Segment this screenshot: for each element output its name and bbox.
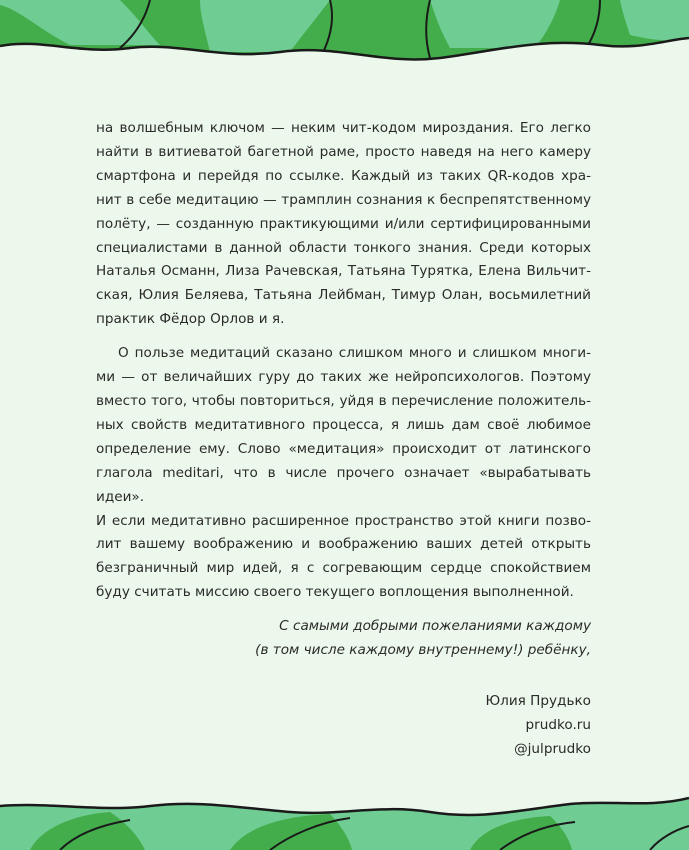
paragraph-1 (96, 117, 591, 332)
text-line: Наталья Османн, Лиза Рачевская, Татьяна Турятка, Елена Вильчит- (96, 263, 591, 280)
text-line: безграничный мир идей, я с согревающим сердце спокойствием (96, 560, 591, 577)
text-line: полёту, — созданную практикующими и/или сертифицированными (96, 215, 591, 232)
author-name: Юлия Прудько (485, 692, 591, 709)
closing-wishes (96, 615, 591, 663)
text-line: О пользе медитаций сказано слишком много и слишком многи- (118, 345, 591, 362)
text-line: вместо того, чтобы повториться, уйдя в перечисление положитель- (96, 392, 591, 409)
closing-line: С самыми добрыми пожеланиями каждому (279, 618, 591, 635)
text-line: смартфона и перейдя по ссылке. Каждый из таких QR-кодов хра- (96, 167, 591, 184)
text-line: лит вашему воображению и воображению ваших детей открыть (96, 536, 591, 553)
author-website: prudko.ru (525, 716, 591, 733)
decorative-leaf-border-bottom (0, 790, 689, 850)
text-line: ская, Юлия Беляева, Татьяна Лейбман, Тимур Олан, восьмилетний (96, 287, 591, 304)
text-line: практик Фёдор Орлов и я. (96, 311, 285, 328)
text-line: И если медитативно расширенное пространство этой книги позво- (96, 512, 591, 529)
text-line: глагола meditari, что в числе прочего означает «вырабатывать идеи». (96, 464, 591, 505)
author-signature (96, 690, 591, 762)
text-line: на волшебным ключом — неким чит-кодом мироздания. Его легко (96, 120, 591, 136)
closing-line: (в том числе каждому внутреннему!) ребёнку, (255, 642, 591, 659)
main-text-block (96, 117, 591, 762)
text-line: специалистами в данной области тонкого знания. Среди которых (96, 239, 591, 256)
text-line: буду считать миссию своего текущего воплощения выполненной. (96, 584, 574, 601)
text-line: ных свойств медитативного процесса, я лишь дам своё любимое (96, 416, 591, 433)
text-line: найти в витиеватой багетной раме, просто наведя на него камеру (96, 143, 591, 160)
paragraph-2 (96, 342, 591, 605)
author-handle: @julprudko (514, 740, 591, 757)
text-line: нит в себе медитацию — трамплин сознания к беспрепятственному (96, 191, 591, 208)
text-line: определение ему. Слово «медитация» происходит от латинского (96, 440, 591, 457)
text-line: ми — от величайших гуру до таких же нейропсихологов. Поэтому (96, 369, 591, 386)
decorative-leaf-border-top (0, 0, 689, 80)
